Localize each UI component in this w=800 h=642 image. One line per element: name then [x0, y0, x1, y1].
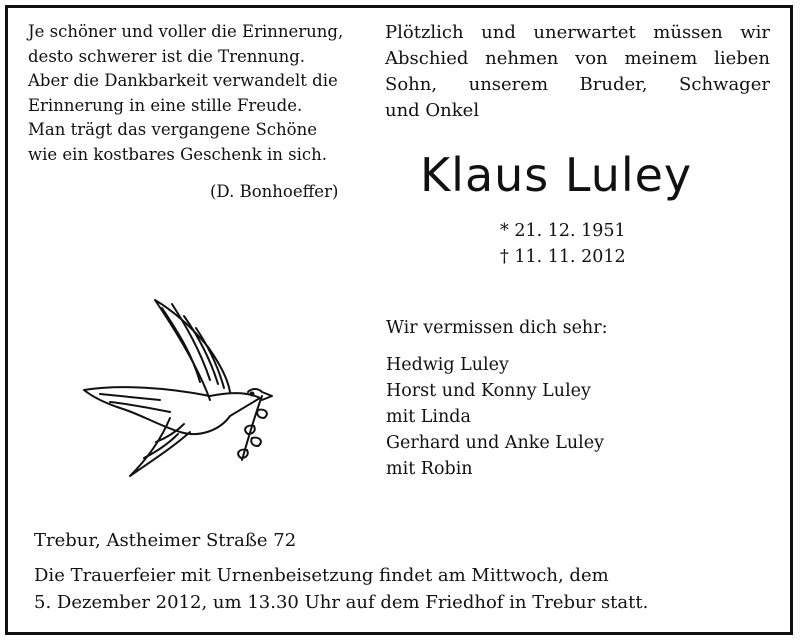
quote-line: Aber die Dankbarkeit verwandelt die — [28, 71, 338, 90]
mourner-name: mit Robin — [386, 459, 473, 479]
dove-with-olive-branch-icon — [80, 292, 280, 482]
intro-word: von — [575, 48, 608, 69]
bonhoeffer-quote — [28, 20, 358, 167]
intro-word: Schwager — [679, 74, 770, 95]
quote-line: Je schöner und voller die Erinnerung, — [28, 22, 344, 41]
intro-word: müssen — [653, 22, 723, 43]
intro-word: meinem — [624, 48, 698, 69]
intro-word: Bruder, — [579, 74, 648, 95]
deceased-name: Klaus Luley — [420, 148, 693, 202]
intro-line — [385, 46, 770, 72]
quote-line: Erinnerung in eine stille Freude. — [28, 95, 303, 115]
life-dates — [500, 218, 626, 270]
family-address: Trebur, Astheimer Straße 72 — [34, 530, 297, 551]
ceremony-line: Die Trauerfeier mit Urnenbeisetzung findet am Mittwoch, dem — [34, 565, 609, 586]
intro-line — [385, 20, 770, 46]
intro-word: wir — [740, 22, 770, 43]
mourner-name: Hedwig Luley — [386, 355, 509, 375]
mourners-list — [386, 352, 604, 482]
birth-date: * 21. 12. 1951 — [500, 221, 626, 241]
ceremony-info — [34, 562, 648, 616]
announcement-intro — [385, 20, 770, 124]
mourner-name: Gerhard und Anke Luley — [386, 433, 605, 453]
intro-word: und — [481, 22, 516, 43]
intro-line: und Onkel — [385, 100, 480, 121]
mourner-name: Horst und Konny Luley — [386, 381, 591, 401]
intro-word: lieben — [714, 48, 770, 69]
intro-word: unerwartet — [533, 22, 636, 43]
quote-author: (D. Bonhoeffer) — [210, 182, 339, 201]
death-date: † 11. 11. 2012 — [500, 247, 626, 267]
intro-word: Plötzlich — [385, 22, 464, 43]
mourners-heading: Wir vermissen dich sehr: — [386, 318, 608, 338]
quote-line: Man trägt das vergangene Schöne — [28, 120, 317, 139]
intro-word: unserem — [468, 74, 549, 95]
quote-line: desto schwerer ist die Trennung. — [28, 46, 306, 66]
mourner-name: mit Linda — [386, 407, 471, 427]
intro-word: Sohn, — [385, 74, 438, 95]
intro-word: nehmen — [485, 48, 559, 69]
intro-word: Abschied — [385, 48, 469, 69]
intro-line — [385, 72, 770, 98]
quote-line: wie ein kostbares Geschenk in sich. — [28, 144, 328, 164]
ceremony-line: 5. Dezember 2012, um 13.30 Uhr auf dem Friedhof in Trebur statt. — [34, 592, 649, 613]
